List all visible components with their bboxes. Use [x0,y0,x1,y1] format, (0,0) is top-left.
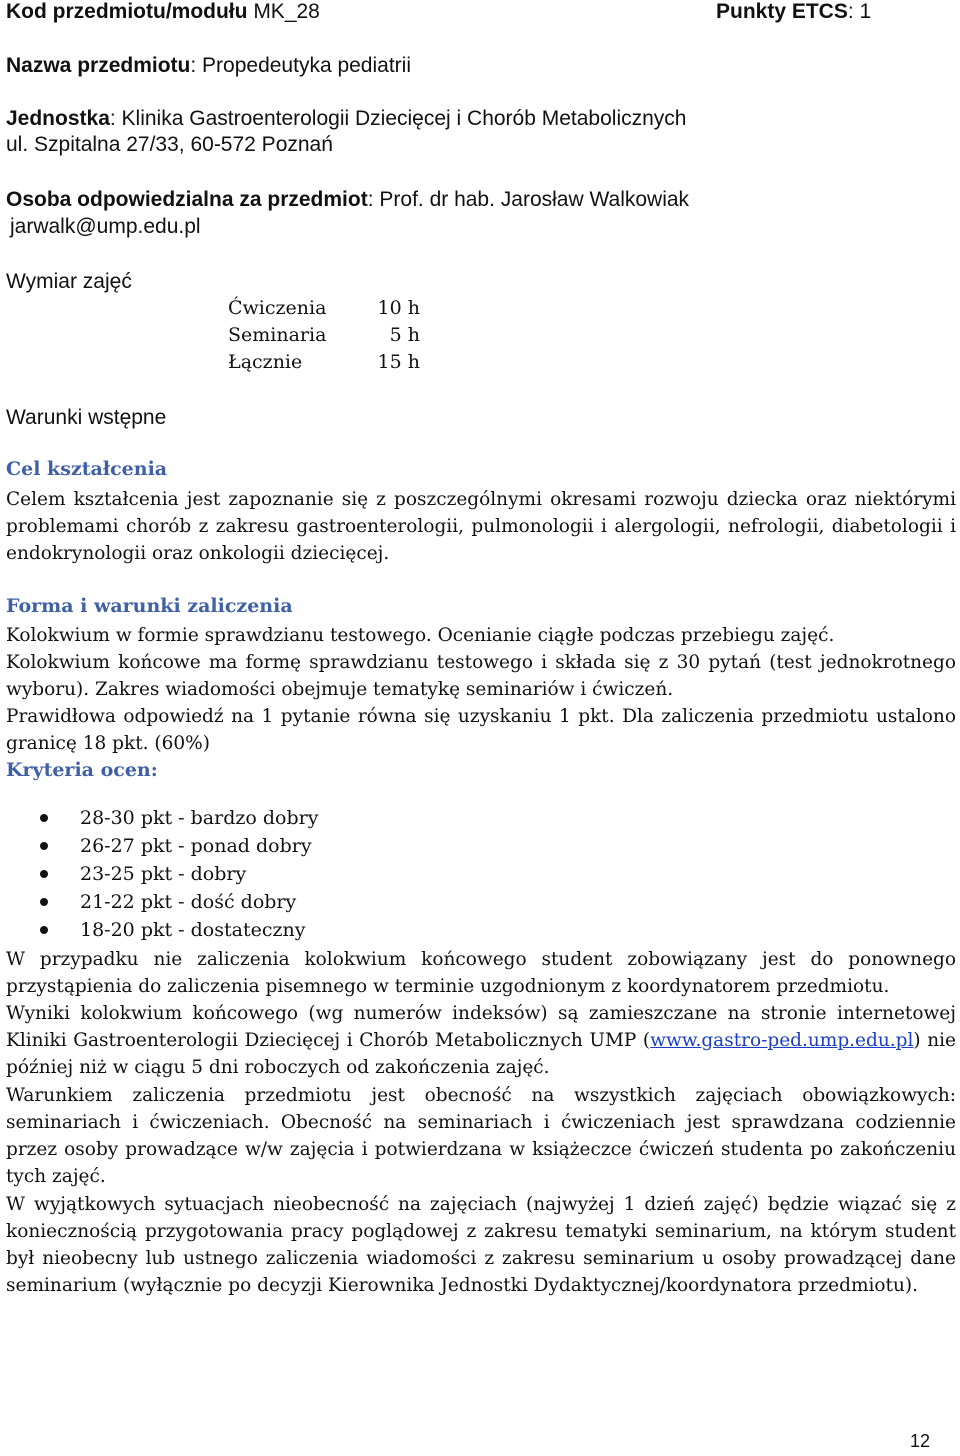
responsible-label: Osoba odpowiedzialna za przedmiot [6,188,368,211]
criteria-item-text: 21-22 pkt - dość dobry [80,891,297,913]
unit-line [6,107,686,131]
list-item [6,832,318,860]
bullet-icon [40,814,48,822]
hours-row-name: Ćwiczenia [228,297,327,319]
form-title: Forma i warunki zaliczenia [6,595,293,617]
list-item [6,916,318,944]
hours-row [6,297,506,324]
module-code-value: MK_28 [247,0,320,23]
bullet-icon [40,870,48,878]
list-item [6,860,318,888]
body-paragraph-2 [6,1000,956,1081]
criteria-title: Kryteria ocen: [6,759,158,781]
responsible-value: : Prof. dr hab. Jarosław Walkowiak [367,188,690,211]
hours-row-value: 5 h [389,324,420,346]
body-paragraph-2-text-before: Wyniki kolokwium końcowego (wg numerów indeksów) są zamieszczane na stronie internetowej Kliniki Gastroenterologii Dziecięcej i Chorób Metabolicznych UMP ( [6,1003,956,1051]
bullet-icon [40,926,48,934]
bullet-icon [40,898,48,906]
list-item [6,888,318,916]
body-paragraph-1: W przypadku nie zaliczenia kolokwium końcowego student zobowiązany jest do ponownego przystąpienia do zaliczenia pisemnego w terminie uzgodnionym z koordynatorem przedmiotu. [6,949,956,997]
unit-value: : Klinika Gastroenterologii Dziecięcej i Chorób Metabolicznych [109,107,687,130]
unit-address: ul. Szpitalna 27/33, 60-572 Poznań [6,133,333,156]
hours-row-value: 15 h [377,351,420,373]
body-paragraph-4: W wyjątkowych sytuacjach nieobecność na zajęciach (najwyżej 1 dzień zajęć) będzie wiązać się z koniecznością przygotowania pracy poglądowej z zakresu tematyki seminarium, na którym student był nieobecny lub ustnego zaliczenia wiadomości z zakresu seminarium u osoby prowadzącej dane seminarium (wyłącznie po decyzji Kierownika Jednostki Dydaktycznej/koordynatora przedmiotu). [6,1194,956,1296]
criteria-item-text: 18-20 pkt - dostateczny [80,919,306,941]
ects-label: Punkty ETCS [716,0,848,23]
ects-value: : 1 [847,0,872,23]
page-number: 12 [909,1431,930,1451]
criteria-item-text: 28-30 pkt - bardzo dobry [80,807,319,829]
website-link[interactable]: www.gastro-ped.ump.edu.pl [650,1030,914,1051]
hours-title: Wymiar zajęć [6,270,132,293]
criteria-item-text: 23-25 pkt - dobry [80,863,247,885]
module-code-label: Kod przedmiotu/modułu [6,0,248,23]
form-paragraph-1: Kolokwium w formie sprawdzianu testowego. Ocenianie ciągłe podczas przebiegu zajęć. [6,625,835,646]
goal-text: Celem kształcenia jest zapoznanie się z poszczególnymi okresami rozwoju dziecka oraz niektórymi problemami chorób z zakresu gastroenterologii, pulmonologii i alergologii, nefrologii, diabetologii i endokrynologii oraz onkologii dziecięcej. [6,489,956,564]
unit-label: Jednostka [6,107,110,130]
bullet-icon [40,842,48,850]
responsible-email: jarwalk@ump.edu.pl [10,215,201,238]
module-code-line [6,0,320,24]
hours-row [6,324,506,351]
form-paragraph-2: Kolokwium końcowe ma formę sprawdzianu testowego i składa się z 30 pytań (test jednokrotnego wyboru). Zakres wiadomości obejmuje tematykę seminariów i ćwiczeń. [6,652,956,700]
subject-label: Nazwa przedmiotu [6,54,191,77]
form-paragraph-3: Prawidłowa odpowiedź na 1 pytanie równa się uzyskaniu 1 pkt. Dla zaliczenia przedmiotu ustalono granicę 18 pkt. (60%) [6,706,956,754]
responsible-line [6,188,689,212]
hours-row-value: 10 h [377,297,420,319]
criteria-list [6,804,318,944]
ects-line [716,0,871,24]
body-paragraph-3: Warunkiem zaliczenia przedmiotu jest obecność na wszystkich zajęciach obowiązkowych: seminariach i ćwiczeniach. Obecność na seminariach i ćwiczeniach jest sprawdzana codziennie przez osoby prowadzące w/w zajęcia i potwierdzana w książeczce ćwiczeń studenta po zakończeniu tych zajęć. [6,1085,956,1187]
goal-title: Cel kształcenia [6,458,168,480]
hours-row [6,351,506,378]
subject-value: : Propedeutyka pediatrii [190,54,411,77]
hours-row-name: Seminaria [228,324,327,346]
prereq-title: Warunki wstępne [6,406,167,429]
criteria-item-text: 26-27 pkt - ponad dobry [80,835,312,857]
body-paragraph-2-text-after: ) nie później niż w ciągu 5 dni roboczych od zakończenia zajęć. [6,1030,956,1078]
list-item [6,804,318,832]
subject-line [6,54,411,78]
hours-row-name: Łącznie [228,351,303,373]
